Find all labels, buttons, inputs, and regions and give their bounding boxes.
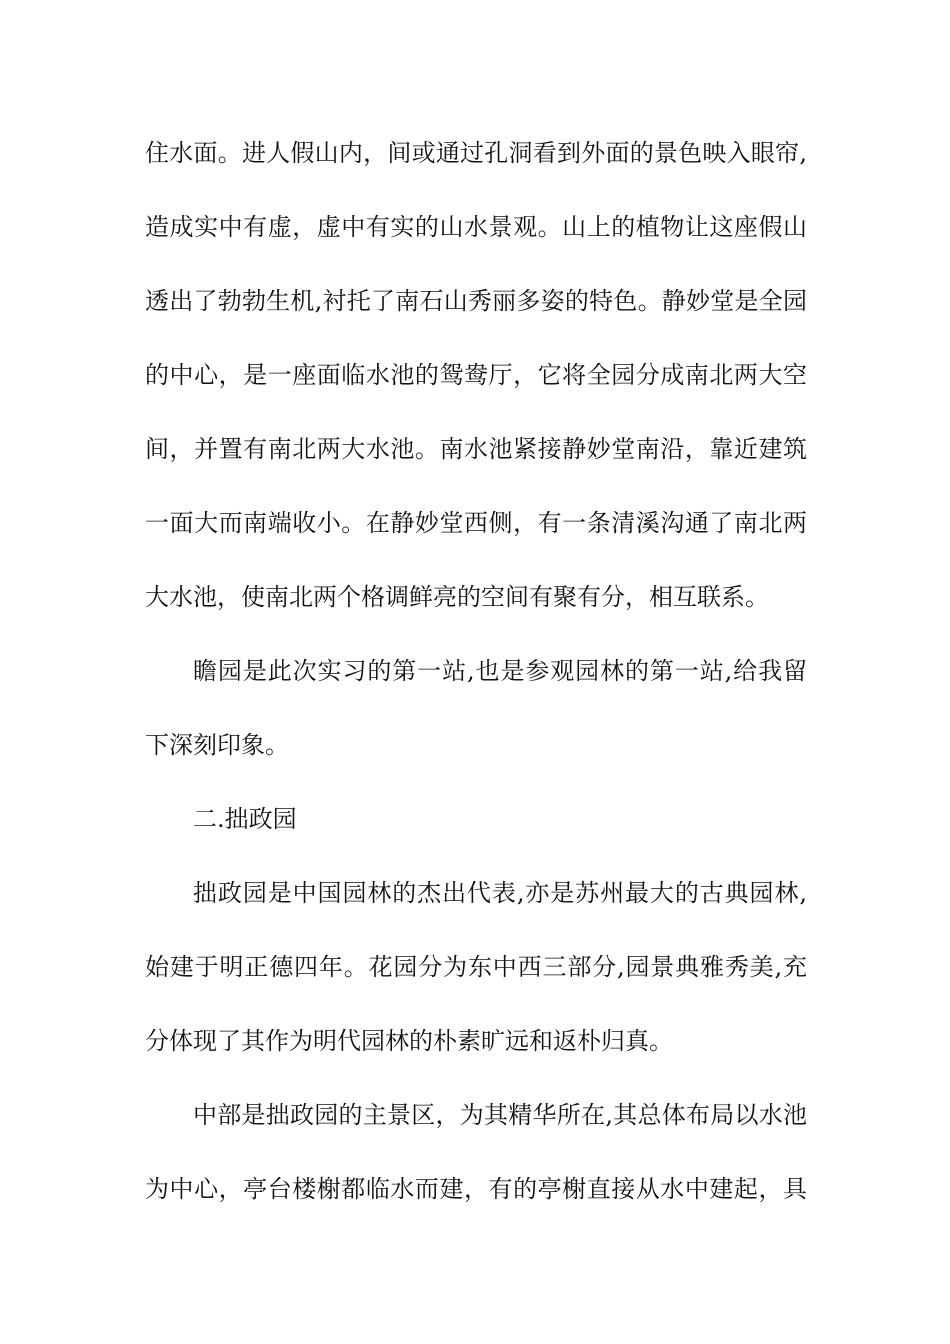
text-line: 造成实中有虚，虚中有实的山水景观。山上的植物让这座假山 bbox=[145, 213, 807, 241]
text-line: 拙政园是中国园林的杰出代表,亦是苏州最大的古典园林, bbox=[193, 879, 807, 907]
text-line: 下深刻印象。 bbox=[145, 731, 289, 759]
text-line: 为中心，亭台楼榭都临水而建，有的亭榭直接从水中建起，具 bbox=[145, 1175, 807, 1203]
text-line: 大水池，使南北两个格调鲜亮的空间有聚有分，相互联系。 bbox=[145, 583, 769, 611]
text-line: 瞻园是此次实习的第一站,也是参观园林的第一站,给我留 bbox=[193, 657, 807, 685]
text-line: 一面大而南端收小。在静妙堂西侧，有一条清溪沟通了南北两 bbox=[145, 509, 807, 537]
text-line: 中部是拙政园的主景区，为其精华所在,其总体布局以水池 bbox=[193, 1101, 807, 1129]
text-line: 住水面。进人假山内，间或通过孔洞看到外面的景色映入眼帘, bbox=[145, 139, 807, 167]
text-line: 的中心，是一座面临水池的鸳鸯厅，它将全园分成南北两大空 bbox=[145, 361, 807, 389]
text-line: 始建于明正德四年。花园分为东中西三部分,园景典雅秀美,充 bbox=[145, 953, 807, 981]
text-line: 间，并置有南北两大水池。南水池紧接静妙堂南沿，靠近建筑 bbox=[145, 435, 807, 463]
section-heading: 二.拙政园 bbox=[193, 805, 297, 833]
text-line: 分体现了其作为明代园林的朴素旷远和返朴归真。 bbox=[145, 1027, 673, 1055]
text-line: 透出了勃勃生机,衬托了南石山秀丽多姿的特色。静妙堂是全园 bbox=[145, 287, 807, 315]
